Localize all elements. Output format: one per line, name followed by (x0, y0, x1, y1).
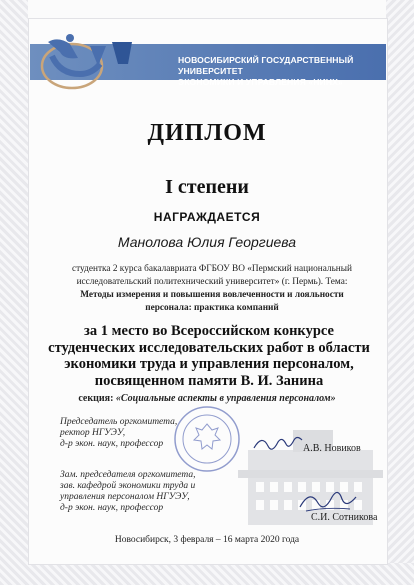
deputy-title-line3: управления персоналом НГУЭУ, (60, 492, 190, 502)
university-logo-icon (30, 28, 150, 96)
chairman-signature (252, 432, 304, 454)
diploma-degree: I степени (165, 176, 249, 198)
chairman-title-line2: ректор НГУЭУ, (60, 428, 126, 438)
achievement-text: за 1 место во Всероссийском конкурсе студенческих исследовательских работ в области экономики труда и управления персоналом, посвященном памяти В. И. Занина (48, 323, 370, 389)
description-topic: Методы измерения и повышения вовлеченности и лояльности персонала: практика компаний (80, 290, 344, 313)
university-name-line1: НОВОСИБИРСКИЙ ГОСУДАРСТВЕННЫЙ УНИВЕРСИТЕТ (178, 55, 354, 76)
deputy-title (60, 470, 196, 514)
recipient-description (62, 263, 362, 315)
diploma-title: ДИПЛОМ (147, 120, 267, 146)
deputy-title-line4: д-р экон. наук, профессор (60, 503, 164, 513)
chairman-title (60, 417, 177, 450)
chairman-title-line3: д-р экон. наук, профессор (60, 439, 164, 449)
deputy-title-line2: зав. кафедрой экономики труда и (60, 481, 196, 491)
deputy-title-line1: Зам. председателя оргкомитета, (60, 470, 196, 480)
chairman-title-line1: Председатель оргкомитета, (60, 417, 178, 427)
section-label: секция: (78, 393, 114, 404)
university-name (178, 55, 383, 88)
decorative-border-right (386, 0, 414, 585)
section-line (0, 393, 414, 404)
decorative-border-bottom (0, 563, 414, 585)
awarded-label: НАГРАЖДАЕТСЯ (153, 210, 261, 224)
section-name: «Социальные аспекты в управления персоналом» (115, 393, 336, 404)
description-text: студентка 2 курса бакалавриата ФГБОУ ВО «Пермский национальный исследовательский политехнический университет» (г. Пермь). Тема: (71, 264, 353, 287)
decorative-border-left (0, 0, 28, 585)
university-name-line2: ЭКОНОМИКИ И УПРАВЛЕНИЯ «НИНХ» (178, 77, 343, 87)
deputy-name: С.И. Сотникова (311, 512, 378, 523)
place-and-date: Новосибирск, 3 февраля – 16 марта 2020 года (114, 535, 300, 545)
official-stamp-icon (172, 404, 242, 474)
recipient-name: Манолова Юлия Георгиева (117, 234, 297, 250)
chairman-name: А.В. Новиков (303, 443, 361, 454)
